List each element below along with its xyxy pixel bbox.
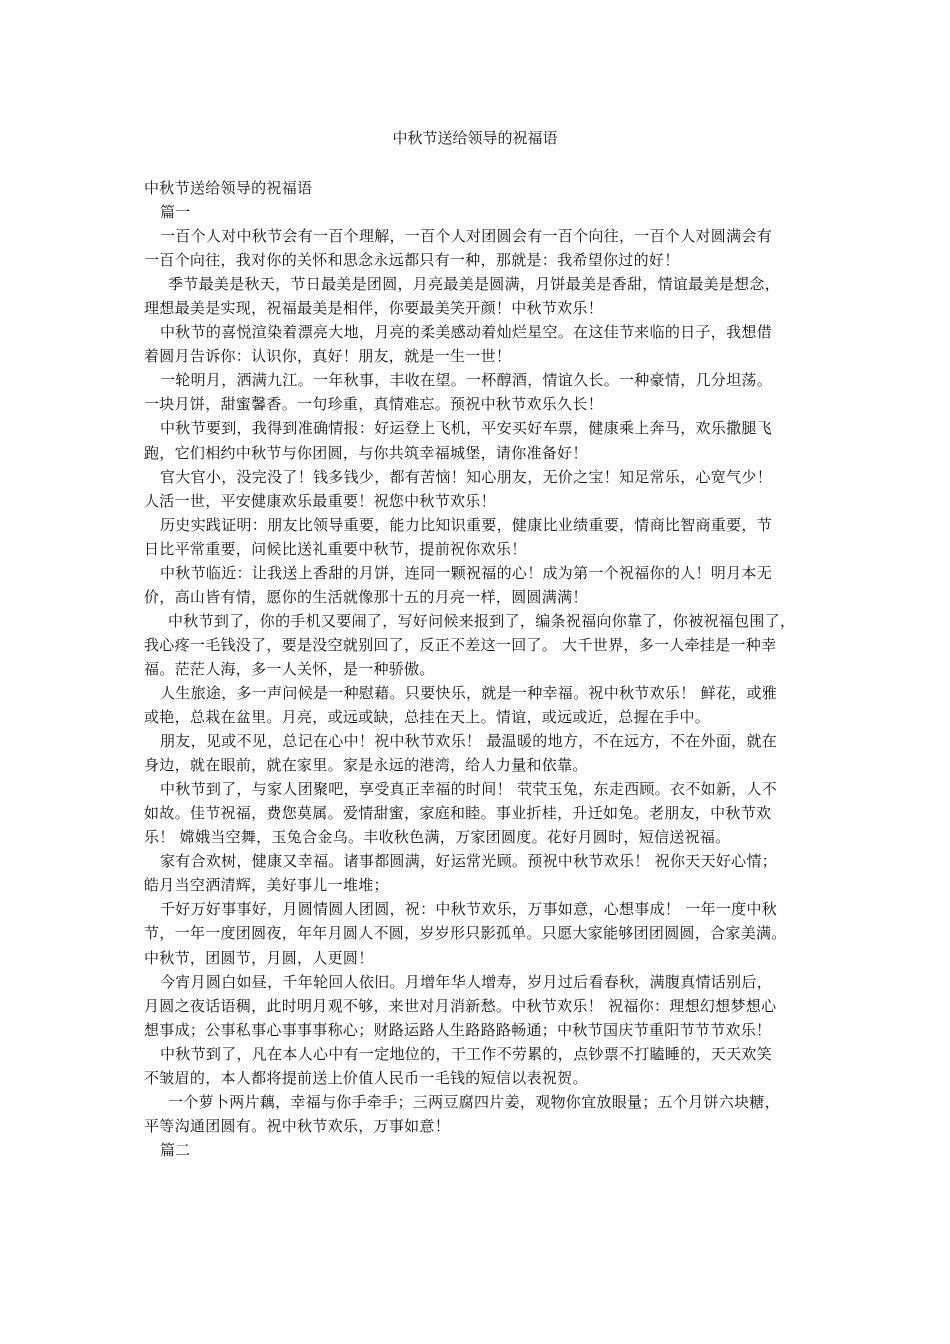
paragraph-line: 一块月饼，甜蜜馨香。一句珍重，真情难忘。预祝中秋节欢乐久长！ (144, 395, 604, 414)
paragraph-line: 历史实践证明：朋友比领导重要，能力比知识重要，健康比业绩重要，情商比智商重要，节 (160, 515, 773, 534)
paragraph-line: 身边，就在眼前，就在家里。家是永远的港湾，给人力量和依靠。 (144, 756, 588, 775)
paragraph-line: 家有合欢树，健康又幸福。诸事都圆满，好运常光顾。预祝中秋节欢乐！ 祝你天天好心情； (160, 852, 778, 871)
part-label: 篇二 (160, 1140, 191, 1159)
paragraph-line: 中秋节到了，与家人团聚吧，享受真正幸福的时间！ 茕茕玉兔，东走西顾。衣不如新，人不 (160, 780, 778, 799)
paragraph-line: 中秋节到了，你的手机又要闹了，写好问候来报到了，编条祝福向你靠了，你被祝福包围了， (168, 611, 796, 630)
section-heading: 中秋节送给领导的祝福语 (144, 179, 313, 197)
paragraph-line: 中秋节到了，凡在本人心中有一定地位的，干工作不劳累的，点钞票不打瞌睡的，天天欢笑 (160, 1044, 773, 1063)
paragraph-line: 人生旅途，多一声问候是一种慰藉。只要快乐，就是一种幸福。祝中秋节欢乐！ 鲜花，或雅 (160, 683, 778, 702)
paragraph-line: 跑，它们相约中秋节与你团圆，与你共筑幸福城堡，请你准备好！ (144, 443, 588, 462)
paragraph-line: 季节最美是秋天，节日最美是团圆，月亮最美是圆满，月饼最美是香甜，情谊最美是想念， (168, 275, 781, 294)
paragraph-line: 一百个向往，我对你的关怀和思念永远都只有一种，那就是：我希望你过的好！ (144, 251, 680, 270)
paragraph-line: 中秋节的喜悦渲染着漂亮大地，月亮的柔美感动着灿烂星空。在这佳节来临的日子，我想借 (160, 323, 773, 342)
paragraph-line: 想事成；公事私事心事事事称心；财路运路人生路路路畅通；中秋节国庆节重阳节节节欢乐！ (144, 1020, 772, 1039)
paragraph-line: 一个萝卜两片藕，幸福与你手牵手；三两豆腐四片姜，观物你宜放眼量；五个月饼六块糖， (168, 1092, 781, 1111)
paragraph-line: 中秋节要到，我得到准确情报：好运登上飞机，平安买好车票，健康乘上奔马，欢乐撒腿飞 (160, 419, 773, 438)
paragraph-line: 人活一世，平安健康欢乐最重要！祝您中秋节欢乐！ (144, 491, 496, 510)
paragraph-line: 我心疼一毛钱没了，要是没空就别回了，反正不差这一回了。 大千世界，多一人牵挂是一种幸 (144, 635, 777, 654)
paragraph-line: 今宵月圆白如昼，千年轮回人依旧。月增年华人增寿，岁月过后看春秋，满腹真情话别后， (160, 972, 773, 991)
paragraph-line: 节，一年一度团圆夜，年年月圆人不圆，岁岁形只影孤单。只愿大家能够团团圆圆，合家美满。 (144, 924, 787, 943)
paragraph-line: 或艳，总栽在盆里。月亮，或远或缺，总挂在天上。情谊，或远或近，总握在手中。 (144, 708, 711, 727)
paragraph-line: 皓月当空洒清辉，美好事儿一堆堆； (144, 876, 389, 895)
document-body (144, 176, 824, 1162)
paragraph-line: 福。茫茫人海，多一人关怀，是一种骄傲。 (144, 659, 435, 678)
paragraph-line: 理想最美是实现，祝福最美是相伴，你要最美笑开颜！中秋节欢乐！ (144, 299, 604, 318)
paragraph-line: 不皱眉的，本人都将提前送上价值人民币一毛钱的短信以表祝贺。 (144, 1068, 588, 1087)
paragraph-line: 中秋节临近：让我送上香甜的月饼，连同一颗祝福的心！成为第一个祝福你的人！明月本无 (160, 563, 773, 582)
paragraph-line: 着圆月告诉你：认识你，真好！朋友，就是一生一世！ (144, 347, 512, 366)
paragraph-line: 如故。佳节祝福，费您莫属。爱情甜蜜，家庭和睦。事业折桂，升迁如兔。老朋友，中秋节欢 (144, 804, 772, 823)
paragraph-line: 月圆之夜话语稠，此时明月观不够，来世对月消新愁。中秋节欢乐！ 祝福你：理想幻想梦想心 (144, 996, 777, 1015)
paragraph-line: 朋友，见或不见，总记在心中！祝中秋节欢乐！ 最温暖的地方，不在远方，不在外面，就在 (160, 732, 778, 751)
paragraph-line: 一轮明月，洒满九江。一年秋事，丰收在望。一杯醇酒，情谊久长。一种豪情，几分坦荡。 (160, 371, 773, 390)
paragraph-line: 日比平常重要，问候比送礼重要中秋节，提前祝你欢乐！ (144, 539, 527, 558)
paragraph-line: 平等沟通团圆有。祝中秋节欢乐，万事如意！ (144, 1116, 451, 1135)
paragraph-line: 价，高山皆有情，愿你的生活就像那十五的月亮一样，圆圆满满！ (144, 587, 588, 606)
paragraph-line: 中秋节，团圆节，月圆，人更圆！ (144, 948, 374, 967)
paragraph-line: 千好万好事事好，月圆情圆人团圆，祝：中秋节欢乐，万事如意，心想事成！ 一年一度中秋 (160, 900, 778, 919)
paragraph-line: 乐！ 嫦娥当空舞，玉兔合金乌。丰收秋色满，万家团圆度。花好月圆时，短信送祝福。 (144, 828, 731, 847)
part-label: 篇一 (160, 203, 191, 222)
paragraph-line: 一百个人对中秋节会有一百个理解，一百个人对团圆会有一百个向往，一百个人对圆满会有 (160, 227, 773, 246)
document-title: 中秋节送给领导的祝福语 (392, 129, 558, 147)
paragraph-line: 官大官小，没完没了！钱多钱少，都有苦恼！知心朋友，无价之宝！知足常乐，心宽气少！ (160, 467, 773, 486)
